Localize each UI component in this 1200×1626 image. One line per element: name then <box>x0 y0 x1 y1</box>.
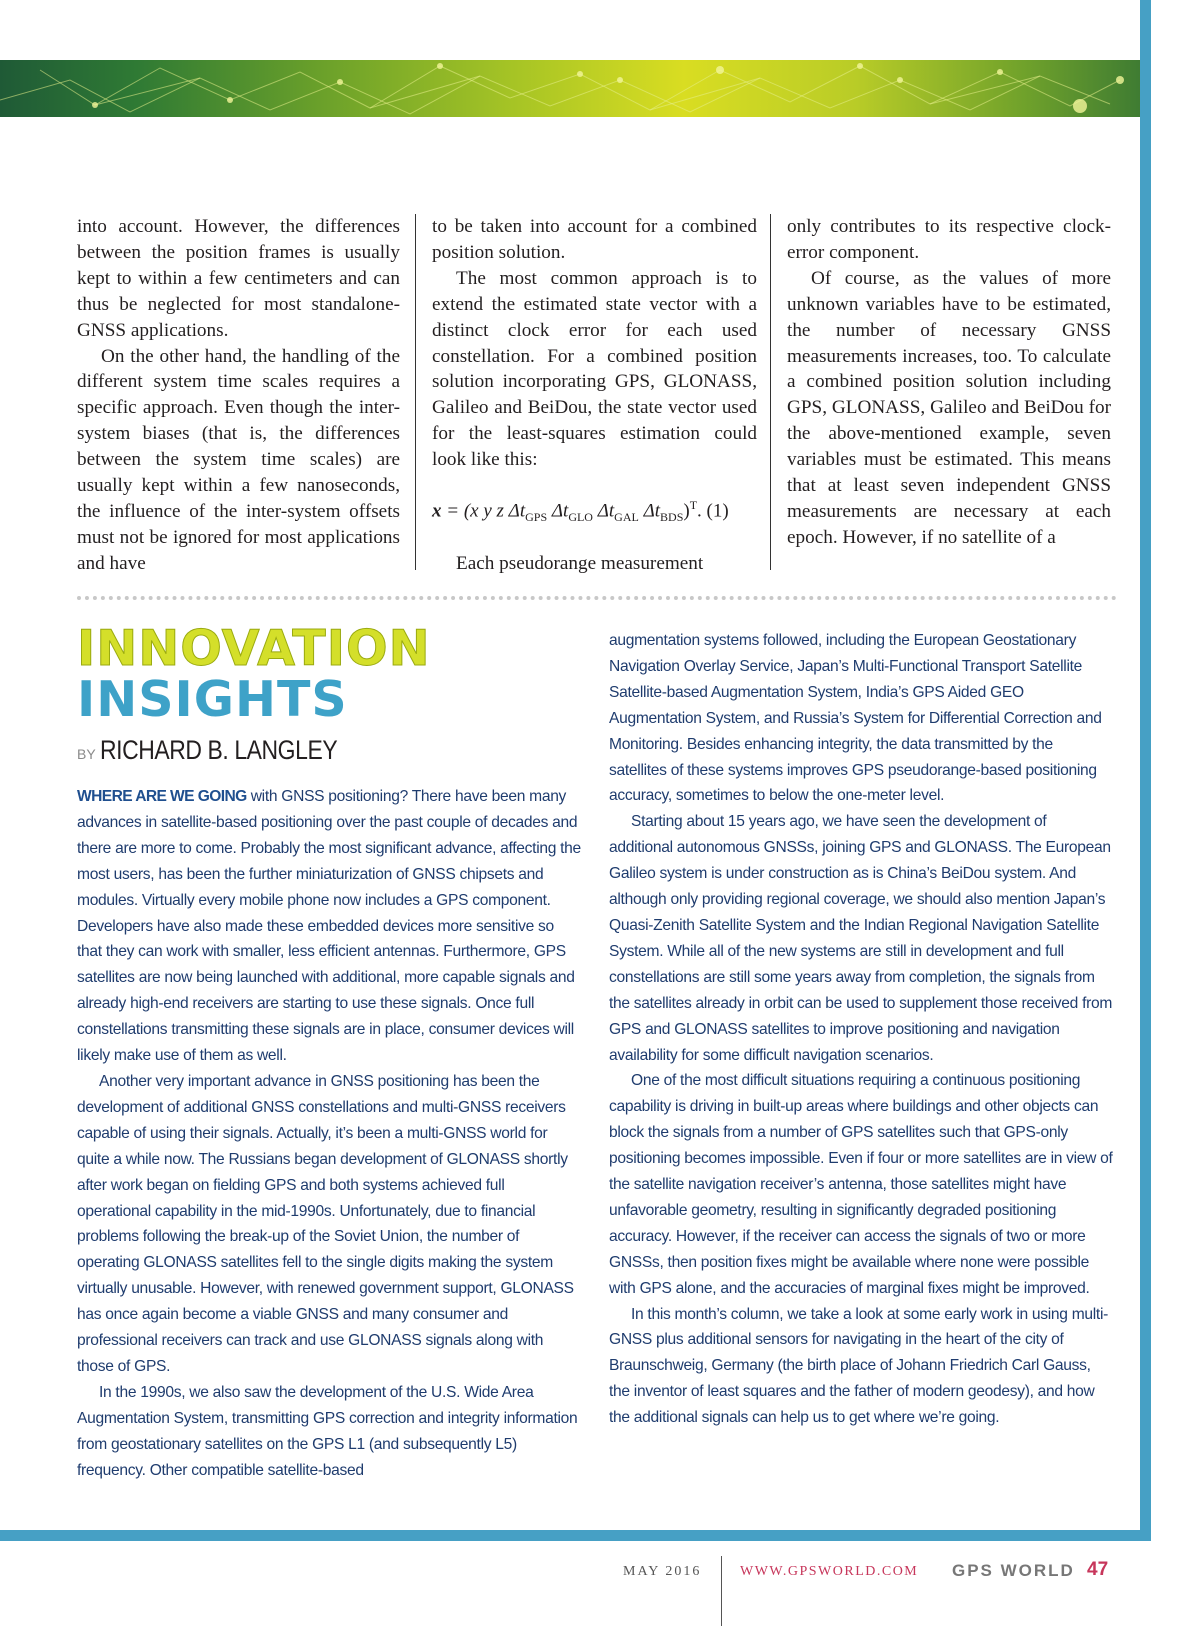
footer-date: MAY 2016 <box>623 1564 702 1579</box>
paragraph: One of the most difficult situations requiring a continuous positioning capability is driving in built-up areas where buildings and other objects can block the signals from a number of GPS satellites such that GPS-only positioning becomes impossible. Even if four or more satellites are in view of the satellite navigation receiver’s antenna, those satellites might have unfavorable geometry, resulting in significantly degraded positioning accuracy. However, if the receiver can access the signals of two or more GNSSs, then position fixes might be available where none were possible with GPS alone, and the accuracies of marginal fixes might be improved. <box>609 1072 1113 1297</box>
paragraph: In this month’s column, we take a look at some early work in using multi-GNSS plus additional sensors for navigating in the heart of the city of Braunschweig, Germany (the birth place of Johann Friedrich Carl Gauss, the inventor of least squares and the father of modern geodesy), and how the additional signals can help us to get where we’re going. <box>609 1305 1109 1427</box>
paragraph: WHERE ARE WE GOING with GNSS positioning? There have been many advances in satellite-based positioning over the past couple of decades and there are more to come. Probably the most significant advance, affecting the most users, has been the further miniaturization of GNSS chipsets and modules. Virtually every mobile phone now includes a GPS component. Developers have also made these embedded devices more sensitive so that they can work with smaller, less efficient antennas. Furthermore, GPS satellites are now being launched with additional, more capable signals and already high-end receivers are starting to use these signals. Once full constellations transmitting these signals are in place, consumer devices will likely make use of them as well. <box>77 788 581 1065</box>
paragraph: only contributes to its respective clock-error component. <box>787 216 1111 263</box>
paragraph: Each pseudorange measurement <box>456 553 704 575</box>
sidebar-column-right <box>609 628 1114 1431</box>
lead-in: WHERE ARE WE GOING <box>77 788 247 805</box>
bottom-accent-bar <box>0 1530 1151 1541</box>
byline-by: BY <box>77 746 96 762</box>
paragraph: The most common approach is to extend the estimated state vector with a distinct clock error for each used constellation. For a combined position solution incorporating GPS, GLONASS, Galileo and BeiDou, the state vector used for the least-squares estimation could look like this: <box>432 267 757 471</box>
column-divider <box>770 214 771 570</box>
page-number: 47 <box>1087 1559 1109 1580</box>
byline <box>77 735 379 766</box>
footer-brand: GPS WORLD <box>952 1561 1075 1580</box>
header-banner <box>0 60 1140 117</box>
sidebar-heading-insights: INSIGHTS <box>77 671 348 728</box>
article-column-2 <box>432 214 757 577</box>
paragraph: Of course, as the values of more unknown variables have to be estimated, the number of necessary GNSS measurements increases, too. To calculate a combined position solution including GPS, GLONASS, Galileo and BeiDou for the above-mentioned example, seven variables must be estimated. This means that at least seven independent GNSS measurements are necessary at each epoch. However, if no satellite of a <box>787 267 1111 548</box>
footer-divider <box>721 1556 722 1626</box>
footer-url[interactable]: WWW.GPSWORLD.COM <box>740 1564 919 1579</box>
network-pattern <box>0 60 1140 117</box>
sidebar-heading-innovation: INNOVATION <box>77 620 431 677</box>
paragraph: Another very important advance in GNSS positioning has been the development of additional GNSS constellations and multi-GNSS receivers capable of using their signals. Actually, it’s been a multi-GNSS world for quite a while now. The Russians began development of GLONASS shortly after work began on fielding GPS and both systems achieved full operational capability in the mid-1990s. Unfortunately, due to financial problems following the break-up of the Soviet Union, the number of operating GLONASS satellites fell to the single digits making the system virtually unusable. However, with renewed government support, GLONASS has once again become a viable GNSS and many consumer and professional receivers can track and use GLONASS signals along with those of GPS. <box>77 1072 574 1375</box>
author-name: RICHARD B. LANGLEY <box>99 735 337 765</box>
dotted-separator <box>77 596 1117 600</box>
sidebar-column-left <box>77 784 582 1483</box>
paragraph: to be taken into account for a combined position solution. <box>432 216 757 263</box>
column-divider <box>415 214 416 570</box>
paragraph: into account. However, the differences between the position frames is usually kept to within a few centimeters and can thus be neglected for most standalone-GNSS applications. <box>77 216 400 341</box>
equation-1: x = (x y z $\Delta t_{GPS}$ $\Delta t_{GLO}$ $\Delta t_{GAL}$ $\Delta t_{BDS})^T$. (1) <box>432 498 729 525</box>
paragraph: On the other hand, the handling of the different system time scales requires a specific approach. Even though the inter-system biases (that is, the differences between the system time scales) are usually kept within a few nanoseconds, the influence of the inter-system offsets must not be ignored for most applications and have <box>77 345 400 574</box>
article-column-1 <box>77 214 400 577</box>
article-column-3 <box>787 214 1111 551</box>
paragraph: In the 1990s, we also saw the development of the U.S. Wide Area Augmentation System, transmitting GPS correction and integrity information from geostationary satellites on the GPS L1 (and subsequently L5) frequency. Other compatible satellite-based <box>77 1383 578 1479</box>
paragraph: Starting about 15 years ago, we have seen the development of additional autonomous GNSSs, joining GPS and GLONASS. The European Galileo system is under construction as is China’s BeiDou system. And although only providing regional coverage, we should also mention Japan’s Quasi-Zenith Satellite System and the Indian Regional Navigation Satellite System. While all of the new systems are still in development and full constellations are still some years away from completion, the signals from the satellites already in orbit can be used to supplement those received from GPS and GLONASS satellites to improve positioning and navigation availability for some difficult navigation scenarios. <box>609 813 1113 1064</box>
paragraph: augmentation systems followed, including the European Geostationary Navigation Overlay Service, Japan’s Multi-Functional Transport Satellite Satellite-based Augmentation System, India’s GPS Aided GEO Augmentation System, and Russia’s System for Differential Correction and Monitoring. Besides enhancing integrity, the data transmitted by the satellites of these systems improves GPS pseudorange-based positioning accuracy, sometimes to below the one-meter level. <box>609 632 1102 805</box>
right-accent-bar <box>1140 0 1151 1541</box>
